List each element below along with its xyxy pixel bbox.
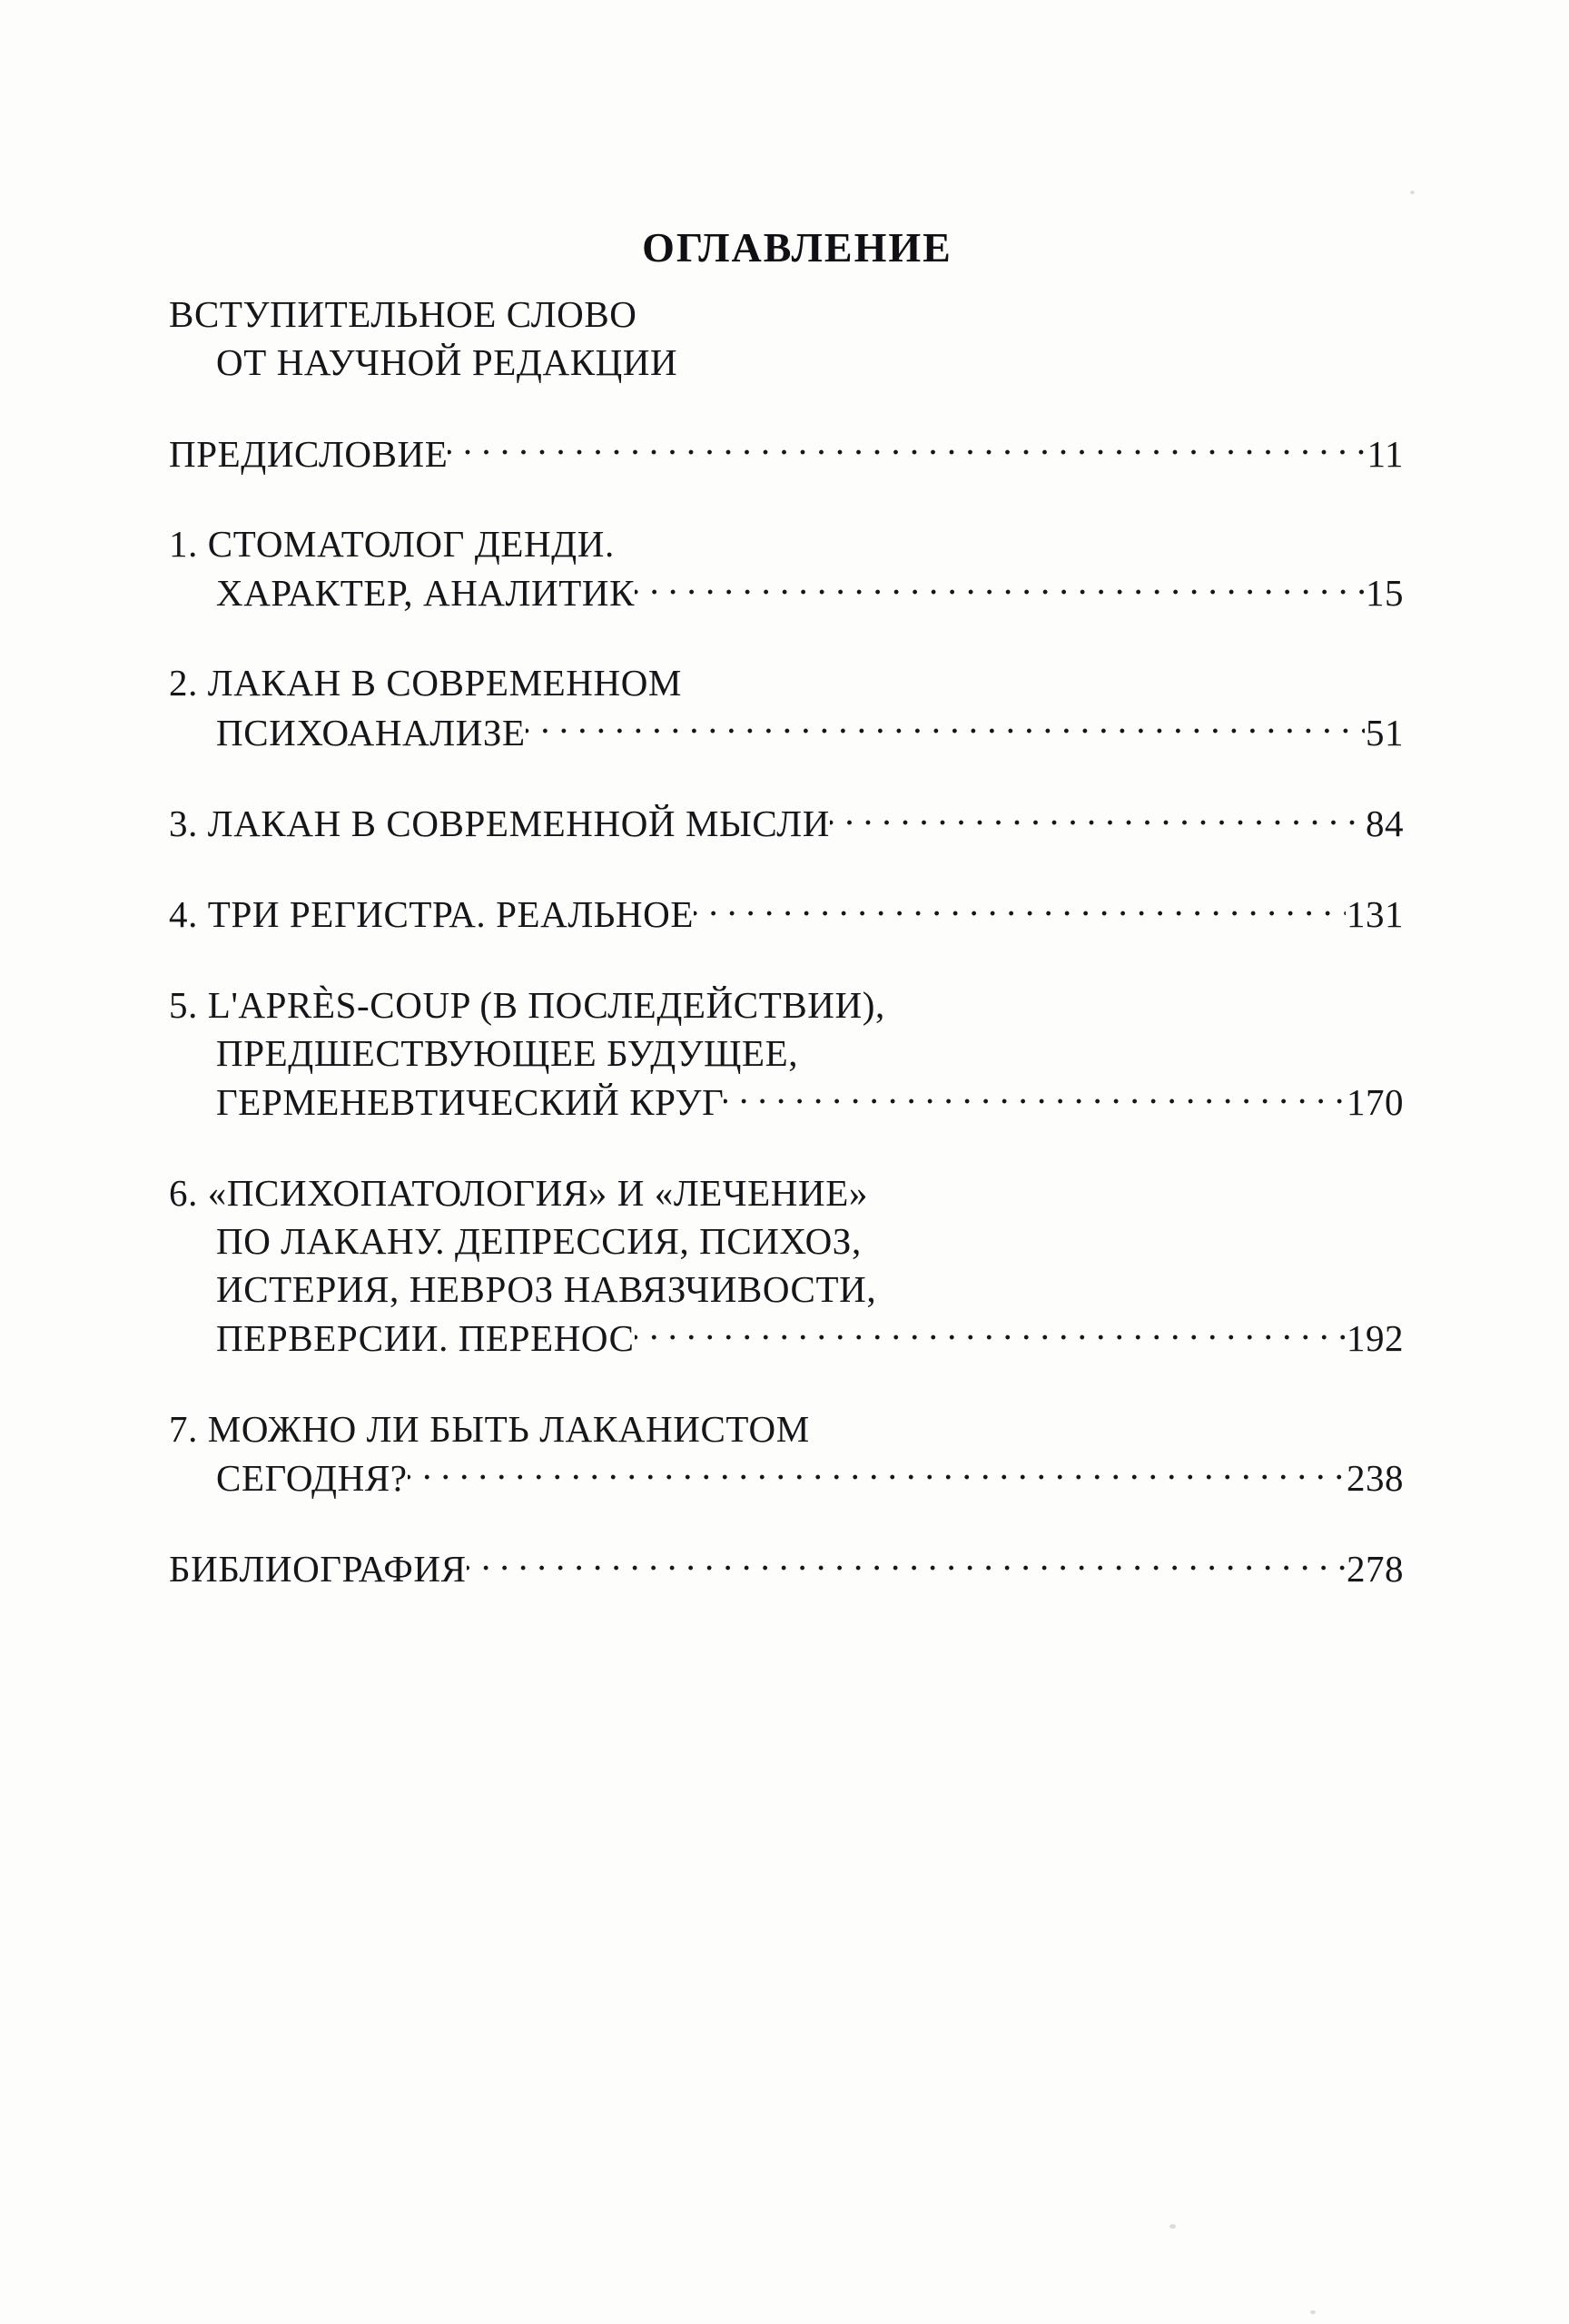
toc-entry-title: ПЕРВЕРСИИ. ПЕРЕНОС (216, 1317, 635, 1360)
toc-entry-title: ГЕРМЕНЕВТИЧЕСКИЙ КРУГ (216, 1081, 725, 1124)
toc-entry-title: 6. «ПСИХОПАТОЛОГИЯ» И «ЛЕЧЕНИЕ» (169, 1171, 868, 1214)
toc-page-number: 15 (1366, 572, 1404, 615)
page-title: ОГЛАВЛЕНИЕ (642, 223, 952, 271)
toc-entry-title: 4. ТРИ РЕГИСТРА. РЕАЛЬНОЕ (169, 893, 694, 936)
toc-entry-title: ПСИХОАНАЛИЗЕ (216, 711, 526, 753)
scan-speck (1169, 2224, 1176, 2229)
toc-page-number: 51 (1366, 711, 1404, 753)
toc-entry[interactable] (169, 1544, 1404, 1593)
toc-entry-line (169, 981, 1404, 1029)
toc-entry[interactable] (169, 1405, 1404, 1503)
toc-entry-title: СЕГОДНЯ? (216, 1457, 408, 1500)
toc-entry-line (169, 290, 1404, 339)
dot-leader (408, 1453, 1346, 1491)
toc-page-number: 238 (1347, 1457, 1404, 1500)
toc-entry[interactable] (169, 520, 1404, 618)
toc-page-number: 170 (1347, 1081, 1404, 1124)
toc-entry-title: ВСТУПИТЕЛЬНОЕ СЛОВО (169, 293, 637, 335)
toc-entry[interactable] (169, 981, 1404, 1128)
toc-entry-line (169, 1029, 1404, 1078)
toc-entry-line (169, 1078, 1404, 1127)
dot-leader (526, 708, 1365, 745)
dot-leader (694, 890, 1346, 927)
toc-entry-line (169, 890, 1404, 939)
toc-entry[interactable] (169, 290, 1404, 388)
toc-entry-line (169, 568, 1404, 617)
toc-entry-title: 1. СТОМАТОЛОГ ДЕНДИ. (169, 522, 615, 565)
toc-entry-title: 2. ЛАКАН В СОВРЕМЕННОМ (169, 662, 682, 704)
toc-entry[interactable] (169, 1169, 1404, 1364)
table-of-contents-list (169, 290, 1404, 1636)
toc-page-number: 192 (1347, 1317, 1404, 1360)
toc-entry-line (169, 659, 1404, 707)
toc-entry-line (169, 339, 1404, 387)
dot-leader (635, 1314, 1346, 1351)
toc-page-number: 131 (1347, 893, 1404, 936)
toc-entry-title: 3. ЛАКАН В СОВРЕМЕННОЙ МЫСЛИ (169, 803, 830, 845)
toc-entry-title: 5. L'APRÈS-COUP (В ПОСЛЕДЕЙСТВИИ), (169, 983, 885, 1026)
toc-entry-title: ХАРАКТЕР, АНАЛИТИК (216, 572, 636, 615)
toc-entry-title: ПРЕДШЕСТВУЮЩЕЕ БУДУЩЕЕ, (216, 1031, 799, 1074)
toc-entry-line (169, 1265, 1404, 1314)
toc-entry-title: ПРЕДИСЛОВИЕ (169, 432, 449, 475)
toc-entry-title: ИСТЕРИЯ, НЕВРОЗ НАВЯЗЧИВОСТИ, (216, 1268, 877, 1311)
dot-leader (830, 799, 1365, 836)
toc-entry-line (169, 429, 1404, 478)
scan-speck (1310, 2310, 1316, 2314)
toc-entry-line (169, 1544, 1404, 1593)
toc-entry[interactable] (169, 890, 1404, 939)
toc-entry-title: 7. МОЖНО ЛИ БЫТЬ ЛАКАНИСТОМ (169, 1407, 810, 1450)
toc-entry-line (169, 1453, 1404, 1502)
toc-entry[interactable] (169, 659, 1404, 757)
toc-entry[interactable] (169, 429, 1404, 478)
toc-page-number: 84 (1366, 803, 1404, 845)
toc-entry-title: ПО ЛАКАНУ. ДЕПРЕССИЯ, ПСИХОЗ, (216, 1219, 862, 1262)
toc-entry-line (169, 1217, 1404, 1265)
dot-leader (635, 568, 1365, 606)
toc-entry-line (169, 799, 1404, 848)
toc-page-number: 278 (1347, 1548, 1404, 1590)
toc-entry-title: БИБЛИОГРАФИЯ (169, 1548, 467, 1590)
dot-leader (724, 1078, 1346, 1115)
toc-entry-line (169, 708, 1404, 757)
toc-entry-line (169, 1169, 1404, 1217)
toc-page-number: 11 (1367, 432, 1404, 475)
dot-leader (467, 1544, 1346, 1581)
dot-leader (448, 429, 1366, 467)
toc-entry-line (169, 1314, 1404, 1363)
toc-entry-line (169, 520, 1404, 568)
toc-entry[interactable] (169, 799, 1404, 848)
toc-entry-line (169, 1405, 1404, 1453)
toc-entry-title: ОТ НАУЧНОЙ РЕДАКЦИИ (216, 341, 678, 384)
scan-speck (1410, 191, 1415, 194)
